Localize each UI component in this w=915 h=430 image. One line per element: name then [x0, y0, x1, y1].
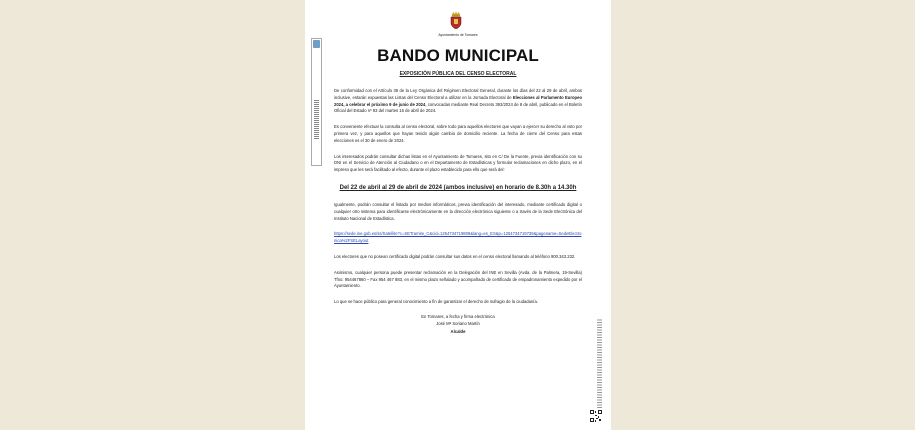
page-title: BANDO MUNICIPAL: [377, 46, 539, 65]
paragraph-7: Lo que se hace público para general conocimiento a fin de garantizar el derecho de sufragio de la ciudadanía.: [334, 299, 538, 305]
qr-code-icon: [590, 410, 602, 422]
signatory-role: Alcalde: [450, 328, 466, 334]
document-page: [305, 0, 611, 430]
vertical-csv-text: [597, 318, 602, 408]
document-body: [334, 88, 582, 335]
paragraph-1: De conformidad con el Artículo 39 de la Ley Orgánica del Régimen Electoral General, durante los días del 22 al 29 de abril, ambos inclusive, estarán expuestas las Listas del Censo Electoral a utilizar en la Jornada Electoral de Elecciones al Parlamento Europeo 2024, a celebrar el próximo 9 de junio de 2024, convocadas mediante Real Decreto 393/2024 de 8 de abril, publicado en el Boletín Oficial del Estado nº 93 del martes 16 de abril de 2024.: [334, 88, 582, 114]
exposure-dates: Del 22 de abril al 29 de abril de 2024 (ambos inclusive) en horario de 8.30h a 14.30h: [339, 184, 577, 191]
coat-of-arms-icon: [449, 10, 463, 30]
ine-sede-link[interactable]: https://sede.ine.gob.es/ss/Satellite?c=SETramite_C&cid=1254734719809&lang=es_ES&p=1254734719739&pagename=SedeElectronica%2FSELayout: [334, 231, 582, 244]
page-subtitle: EXPOSICIÓN PÚBLICA DEL CENSO ELECTORAL: [399, 71, 517, 77]
paragraph-5: Los electores que no posean certificado digital podrán consultar sus datos en el censo electoral llamando al teléfono 900.343.232.: [334, 253, 576, 259]
signature-block: [334, 313, 582, 336]
paragraph-6: Asimismo, cualquier persona puede presentar reclamación en la Delegación del INE en Sevilla (Avda. de la Palmera, 19-Sevilla) Tfno: 954467860 – Fax 954 467 883, en el mismo plazo señalado y acompañado de certificado de empadronamiento expedido por el Ayuntamiento.: [334, 269, 582, 289]
paragraph-2: Es conveniente efectuar la consulta al censo electoral, sobre todo para aquellos electores que vayan a ejercer su derecho al voto por primera vez, y para aquellos que hayan tenido algún cambio de domicilio reciente. La fecha de cierre del Censo para estas elecciones es el 30 de enero de 2024.: [334, 124, 582, 143]
municipality-name: Ayuntamiento de Tomares: [438, 33, 478, 37]
paragraph-3: Los interesados podrán consultar dichas listas en el Ayuntamiento de Tomares, sito en C/ De la Fuente, previa identificación con su DNI en el Servicio de Atención al Ciudadano o en el Departamento de Estadísticas y formular reclamaciones en dicho plazo, en el impreso que les será facilitado al efecto, durante el plazo establecido para ello que será del:: [334, 153, 582, 173]
election-name: Elecciones al Parlamento Europeo 2024, a celebrar el próximo 9 de junio de 2024: [334, 94, 582, 107]
signatory-name: José Mª Soriano Martín: [436, 321, 480, 327]
paragraph-4: Igualmente, podrán consultar el listado por medios informáticos, previa identificación del interesado, mediante certificado digital o cualquier otro sistema para identificarse electrónicamente en la dirección electrónica siguiente o a través de la Sede Electrónica del Instituto Nacional de Estadística.: [334, 201, 582, 221]
vertical-validation-text: [314, 99, 319, 139]
signature-place-date: En Tomares, a fecha y firma electrónica: [421, 313, 495, 319]
